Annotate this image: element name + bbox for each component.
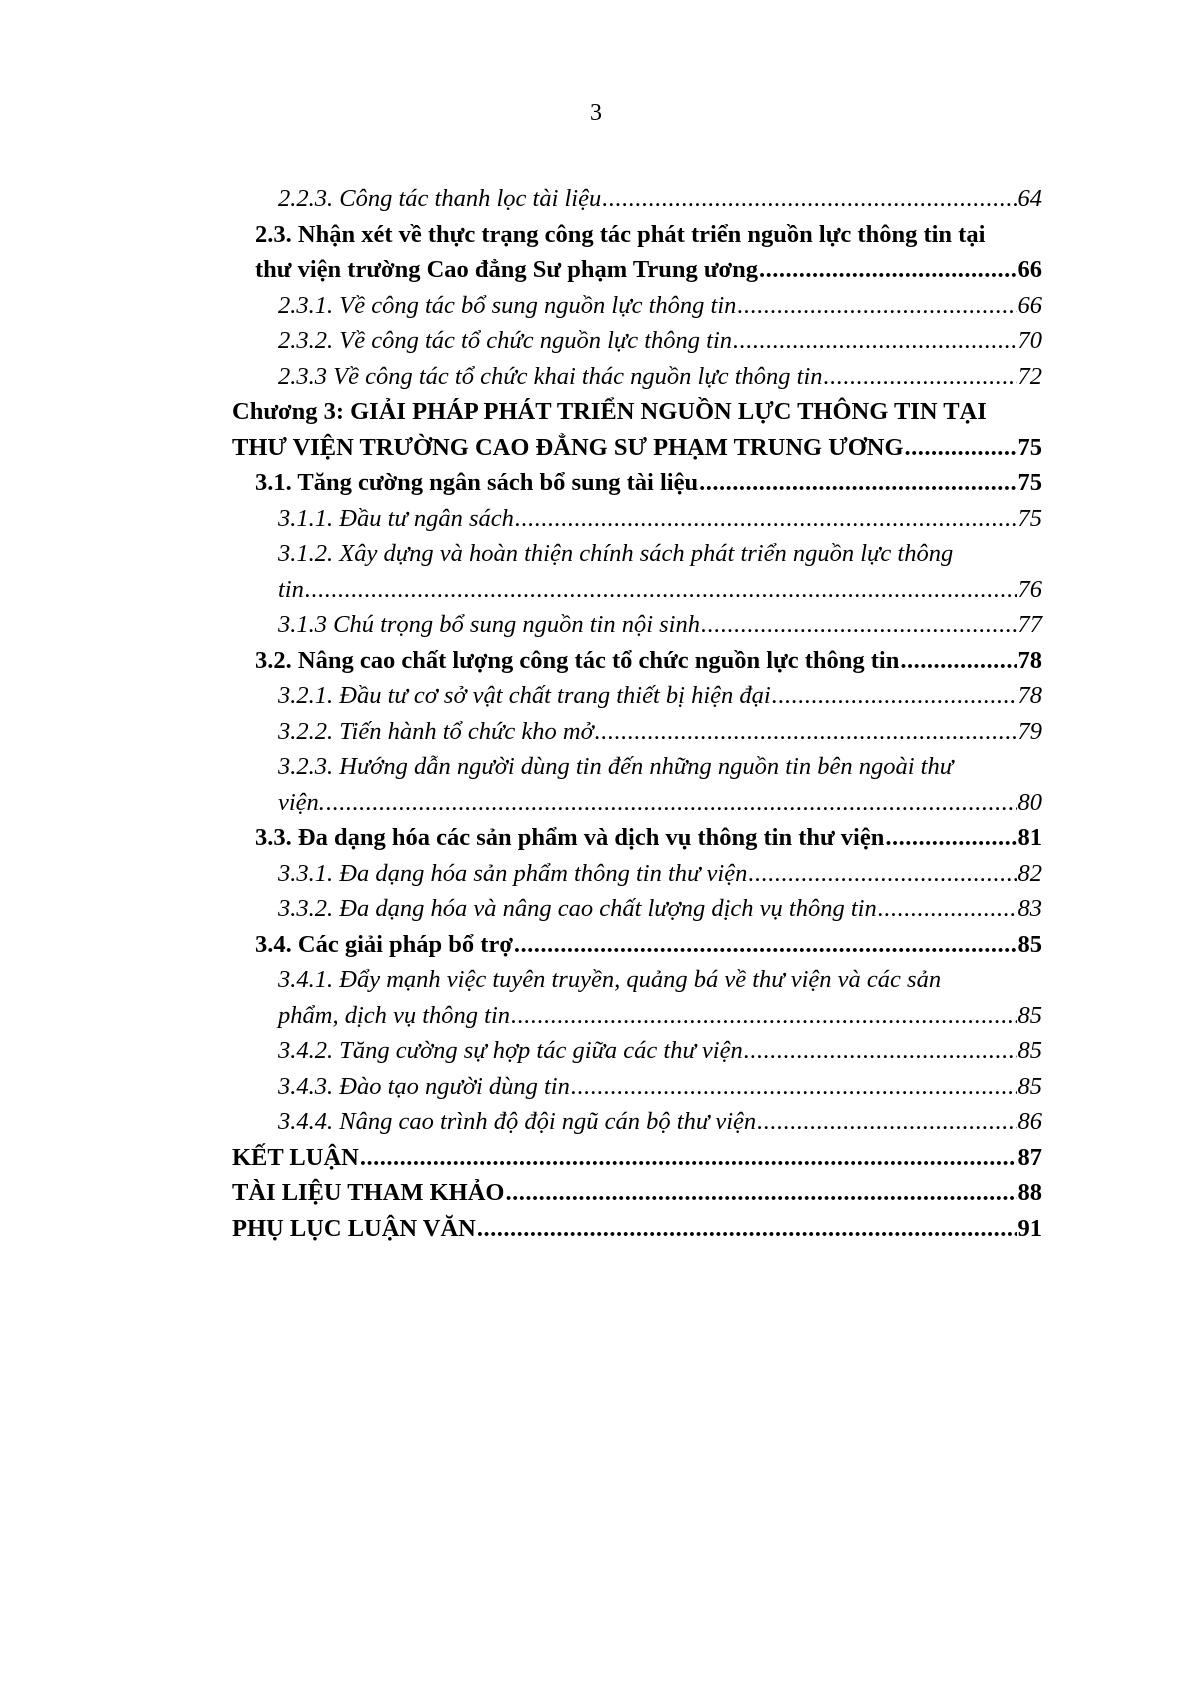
toc-entry-title: 3.3.1. Đa dạng hóa sản phẩm thông tin thư viện bbox=[278, 859, 748, 887]
toc-entry[interactable] bbox=[232, 465, 1042, 501]
toc-entry-page: 82 bbox=[1017, 859, 1042, 887]
dot-leader bbox=[595, 714, 1017, 750]
toc-entry-title-line: 3.1.2. Xây dựng và hoàn thiện chính sách phát triển nguồn lực thông bbox=[278, 540, 954, 567]
toc-entry[interactable] bbox=[232, 714, 1042, 750]
toc-entry-page: 78 bbox=[1017, 682, 1042, 709]
dot-leader bbox=[506, 1175, 1017, 1211]
dot-leader bbox=[515, 501, 1017, 537]
toc-entry-page: 83 bbox=[1017, 895, 1042, 922]
dot-leader bbox=[477, 1211, 1017, 1247]
toc-entry[interactable] bbox=[232, 749, 1042, 820]
page-number: 3 bbox=[590, 100, 602, 126]
toc-entry-page: 79 bbox=[1017, 717, 1042, 745]
toc-entry[interactable] bbox=[232, 962, 1042, 1033]
dot-leader bbox=[900, 643, 1016, 679]
toc-entry-title: 3.4. Các giải pháp bổ trợ bbox=[255, 930, 513, 958]
dot-leader bbox=[885, 820, 1016, 856]
dot-leader bbox=[571, 1069, 1017, 1105]
dot-leader bbox=[748, 856, 1016, 892]
toc-entry-title: 2.3.1. Về công tác bổ sung nguồn lực thông tin bbox=[278, 291, 737, 319]
dot-leader bbox=[737, 288, 1016, 324]
toc-entry-page: 78 bbox=[1017, 646, 1042, 674]
toc-entry-page: 85 bbox=[1017, 930, 1042, 958]
toc-entry[interactable] bbox=[232, 288, 1042, 324]
toc-entry[interactable] bbox=[232, 927, 1042, 963]
toc-entry-title: phẩm, dịch vụ thông tin bbox=[278, 1001, 511, 1029]
toc-entry-title: 3.3. Đa dạng hóa các sản phẩm và dịch vụ thông tin thư viện bbox=[255, 824, 885, 851]
toc-entry-page: 87 bbox=[1017, 1143, 1042, 1171]
toc-entry-page: 80 bbox=[1017, 788, 1042, 816]
toc-entry-title-line: Chương 3: GIẢI PHÁP PHÁT TRIỂN NGUỒN LỰC THÔNG TIN TẠI bbox=[232, 398, 987, 425]
dot-leader bbox=[511, 998, 1016, 1034]
toc-entry[interactable] bbox=[232, 643, 1042, 679]
dot-leader bbox=[514, 927, 1017, 963]
dot-leader bbox=[699, 465, 1016, 501]
toc-entry-title: 3.1. Tăng cường ngân sách bổ sung tài liệu bbox=[255, 469, 699, 496]
dot-leader bbox=[305, 572, 1017, 608]
toc-entry-page: 75 bbox=[1017, 469, 1042, 496]
dot-leader bbox=[602, 181, 1016, 217]
toc-entry-page: 72 bbox=[1017, 362, 1042, 390]
toc-entry-title: THƯ VIỆN TRƯỜNG CAO ĐẲNG SƯ PHẠM TRUNG ƯƠNG bbox=[232, 433, 904, 461]
toc-entry-title: tin bbox=[278, 575, 304, 603]
toc-entry-title-line: 2.3. Nhận xét về thực trạng công tác phát triển nguồn lực thông tin tại bbox=[255, 220, 986, 248]
toc-entry-page: 66 bbox=[1017, 256, 1042, 283]
toc-entry[interactable] bbox=[232, 501, 1042, 537]
toc-entry-page: 75 bbox=[1017, 433, 1042, 461]
toc-entry[interactable] bbox=[232, 1069, 1042, 1105]
toc-entry-title: 3.4.4. Nâng cao trình độ đội ngũ cán bộ thư viện bbox=[278, 1108, 757, 1135]
toc-entry[interactable] bbox=[232, 536, 1042, 607]
dot-leader bbox=[701, 607, 1017, 643]
dot-leader bbox=[824, 359, 1017, 395]
dot-leader bbox=[733, 323, 1016, 359]
dot-leader bbox=[878, 891, 1017, 927]
toc-entry-page: 85 bbox=[1017, 1001, 1042, 1029]
toc-entry[interactable] bbox=[232, 181, 1042, 217]
toc-entry[interactable] bbox=[232, 856, 1042, 892]
toc-entry[interactable] bbox=[232, 1211, 1042, 1247]
dot-leader bbox=[905, 430, 1017, 466]
toc-entry[interactable] bbox=[232, 1104, 1042, 1140]
toc-entry[interactable] bbox=[232, 1140, 1042, 1176]
toc-entry[interactable] bbox=[232, 1033, 1042, 1069]
table-of-contents bbox=[232, 181, 1042, 1246]
toc-entry[interactable] bbox=[232, 359, 1042, 395]
toc-entry-page: 76 bbox=[1017, 575, 1042, 603]
toc-entry-title: PHỤ LỤC LUẬN VĂN bbox=[232, 1214, 476, 1242]
toc-entry[interactable] bbox=[232, 323, 1042, 359]
toc-entry[interactable] bbox=[232, 678, 1042, 714]
dot-leader bbox=[772, 678, 1017, 714]
toc-entry[interactable] bbox=[232, 891, 1042, 927]
toc-entry-title: 3.1.1. Đầu tư ngân sách bbox=[278, 504, 514, 532]
toc-entry-page: 85 bbox=[1017, 1037, 1042, 1064]
toc-entry-title: TÀI LIỆU THAM KHẢO bbox=[232, 1179, 505, 1206]
toc-entry-page: 75 bbox=[1017, 504, 1042, 532]
toc-entry-page: 81 bbox=[1017, 824, 1042, 851]
toc-entry-page: 85 bbox=[1017, 1072, 1042, 1100]
toc-entry-title: 2.3.3 Về công tác tổ chức khai thác nguồn lực thông tin bbox=[278, 362, 823, 390]
toc-entry-page: 91 bbox=[1017, 1214, 1042, 1242]
toc-entry-title: viện. bbox=[278, 788, 325, 816]
toc-entry-title: 3.2.1. Đầu tư cơ sở vật chất trang thiết bị hiện đại bbox=[278, 682, 771, 709]
dot-leader bbox=[360, 1140, 1017, 1176]
toc-entry-title: thư viện trường Cao đẳng Sư phạm Trung ương bbox=[255, 256, 759, 283]
toc-entry[interactable] bbox=[232, 394, 1042, 465]
toc-entry[interactable] bbox=[232, 820, 1042, 856]
toc-entry[interactable] bbox=[232, 607, 1042, 643]
toc-entry-title: 2.3.2. Về công tác tổ chức nguồn lực thông tin bbox=[278, 327, 733, 354]
toc-entry-title: 3.4.2. Tăng cường sự hợp tác giữa các thư viện bbox=[278, 1037, 743, 1064]
dot-leader bbox=[744, 1033, 1017, 1069]
toc-entry-title: 3.2.2. Tiến hành tổ chức kho mở bbox=[278, 717, 594, 745]
dot-leader bbox=[326, 785, 1017, 821]
toc-entry-title-line: 3.4.1. Đẩy mạnh việc tuyên truyền, quảng bá về thư viện và các sản bbox=[278, 966, 942, 993]
toc-entry-title-line: 3.2.3. Hướng dẫn người dùng tin đến những nguồn tin bên ngoài thư bbox=[278, 753, 954, 780]
toc-entry-title: 3.2. Nâng cao chất lượng công tác tổ chức nguồn lực thông tin bbox=[255, 646, 900, 674]
toc-entry[interactable] bbox=[232, 217, 1042, 288]
toc-entry-page: 86 bbox=[1017, 1108, 1042, 1135]
toc-entry-title: 3.3.2. Đa dạng hóa và nâng cao chất lượng dịch vụ thông tin bbox=[278, 895, 877, 922]
toc-entry-title: KẾT LUẬN bbox=[232, 1143, 359, 1171]
toc-entry-page: 88 bbox=[1017, 1179, 1042, 1206]
toc-entry-page: 77 bbox=[1017, 611, 1042, 638]
toc-entry-page: 64 bbox=[1017, 185, 1042, 212]
toc-entry[interactable] bbox=[232, 1175, 1042, 1211]
toc-entry-title: 3.4.3. Đào tạo người dùng tin bbox=[278, 1072, 570, 1100]
dot-leader bbox=[757, 1104, 1016, 1140]
toc-entry-page: 66 bbox=[1017, 291, 1042, 319]
toc-entry-title: 2.2.3. Công tác thanh lọc tài liệu bbox=[278, 185, 602, 212]
toc-entry-page: 70 bbox=[1017, 327, 1042, 354]
dot-leader bbox=[759, 252, 1016, 288]
toc-entry-title: 3.1.3 Chú trọng bổ sung nguồn tin nội sinh bbox=[278, 611, 700, 638]
